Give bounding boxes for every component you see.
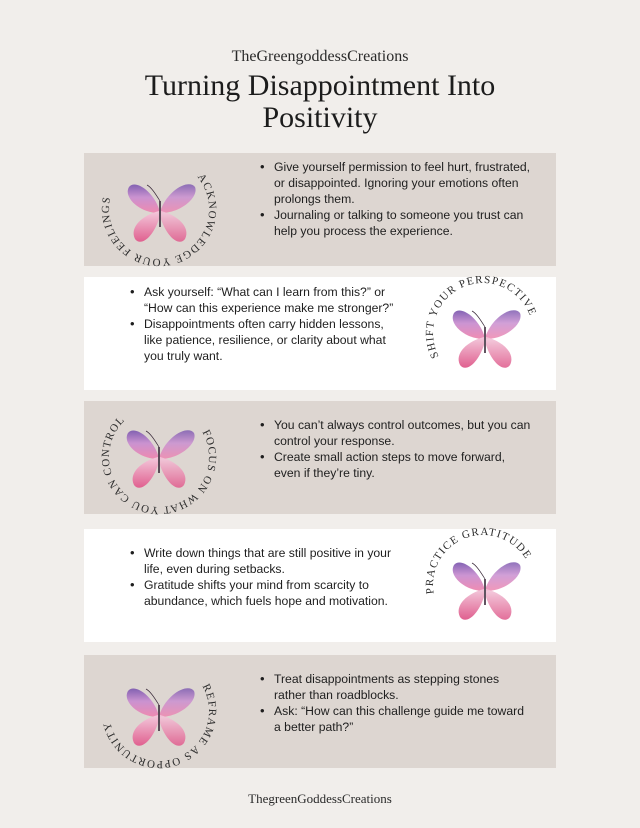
bullet-item: • Give yourself permission to feel hurt, frustrated, or disappointed. Ignoring your emotions often prolongs them.: [260, 159, 532, 207]
section-heading: SHIFT YOUR PERSPECTIVE: [423, 273, 539, 361]
title-line-1: Turning Disappointment Into: [144, 69, 496, 102]
bullet-list: [260, 159, 532, 239]
control-emblem: [94, 397, 224, 517]
acknowledge-emblem: [94, 149, 224, 269]
section-card-control: [84, 401, 556, 517]
bullet-list: [260, 671, 532, 735]
section-card-acknowledge: [84, 153, 556, 269]
bullet-item: • Create small action steps to move forward, even if they’re tiny.: [260, 449, 532, 481]
section-heading: REFRAME AS OPPORTUNITY: [101, 682, 219, 771]
gratitude-emblem: [418, 525, 548, 645]
title-line-2: Positivity: [262, 101, 378, 134]
perspective-emblem: [418, 273, 548, 393]
butterfly-icon: [453, 562, 521, 620]
opportunity-emblem: [94, 651, 224, 771]
butterfly-icon: [127, 688, 195, 746]
bullet-list: [260, 417, 532, 481]
bullet-item: • Disappointments often carry hidden lessons, like patience, resilience, or clarity about what you truly want.: [130, 316, 400, 364]
bullet-item: • Ask: “How can this challenge guide me toward a better path?”: [260, 703, 532, 735]
section-card-gratitude: [84, 525, 556, 642]
bullet-item: • Write down things that are still positive in your life, even during setbacks.: [130, 545, 400, 577]
butterfly-icon: [128, 184, 196, 242]
section-heading: PRACTICE GRATITUDE: [423, 525, 534, 595]
bullet-item: • You can’t always control outcomes, but you can control your response.: [260, 417, 532, 449]
butterfly-icon: [127, 430, 195, 488]
section-heading: FOCUS ON WHAT YOU CAN CONTROL: [99, 413, 219, 517]
bullet-item: • Journaling or talking to someone you trust can help you process the experience.: [260, 207, 532, 239]
bullet-list: [130, 284, 400, 364]
bullet-item: • Treat disappointments as stepping stones rather than roadblocks.: [260, 671, 532, 703]
bullet-list: [130, 545, 400, 609]
bullet-item: • Gratitude shifts your mind from scarcity to abundance, which fuels hope and motivation.: [130, 577, 400, 609]
section-card-opportunity: [84, 655, 556, 771]
section-heading: ACKNOWLEDGE YOUR FEELINGS: [99, 171, 219, 269]
page-title: [0, 70, 640, 134]
footer-brand: ThegreenGoddessCreations: [248, 791, 392, 806]
section-card-perspective: [84, 273, 556, 390]
brand-header: TheGreengoddessCreations: [231, 48, 409, 65]
bullet-item: • Ask yourself: “What can I learn from this?” or “How can this experience make me stronger?”: [130, 284, 400, 316]
butterfly-icon: [453, 310, 521, 368]
